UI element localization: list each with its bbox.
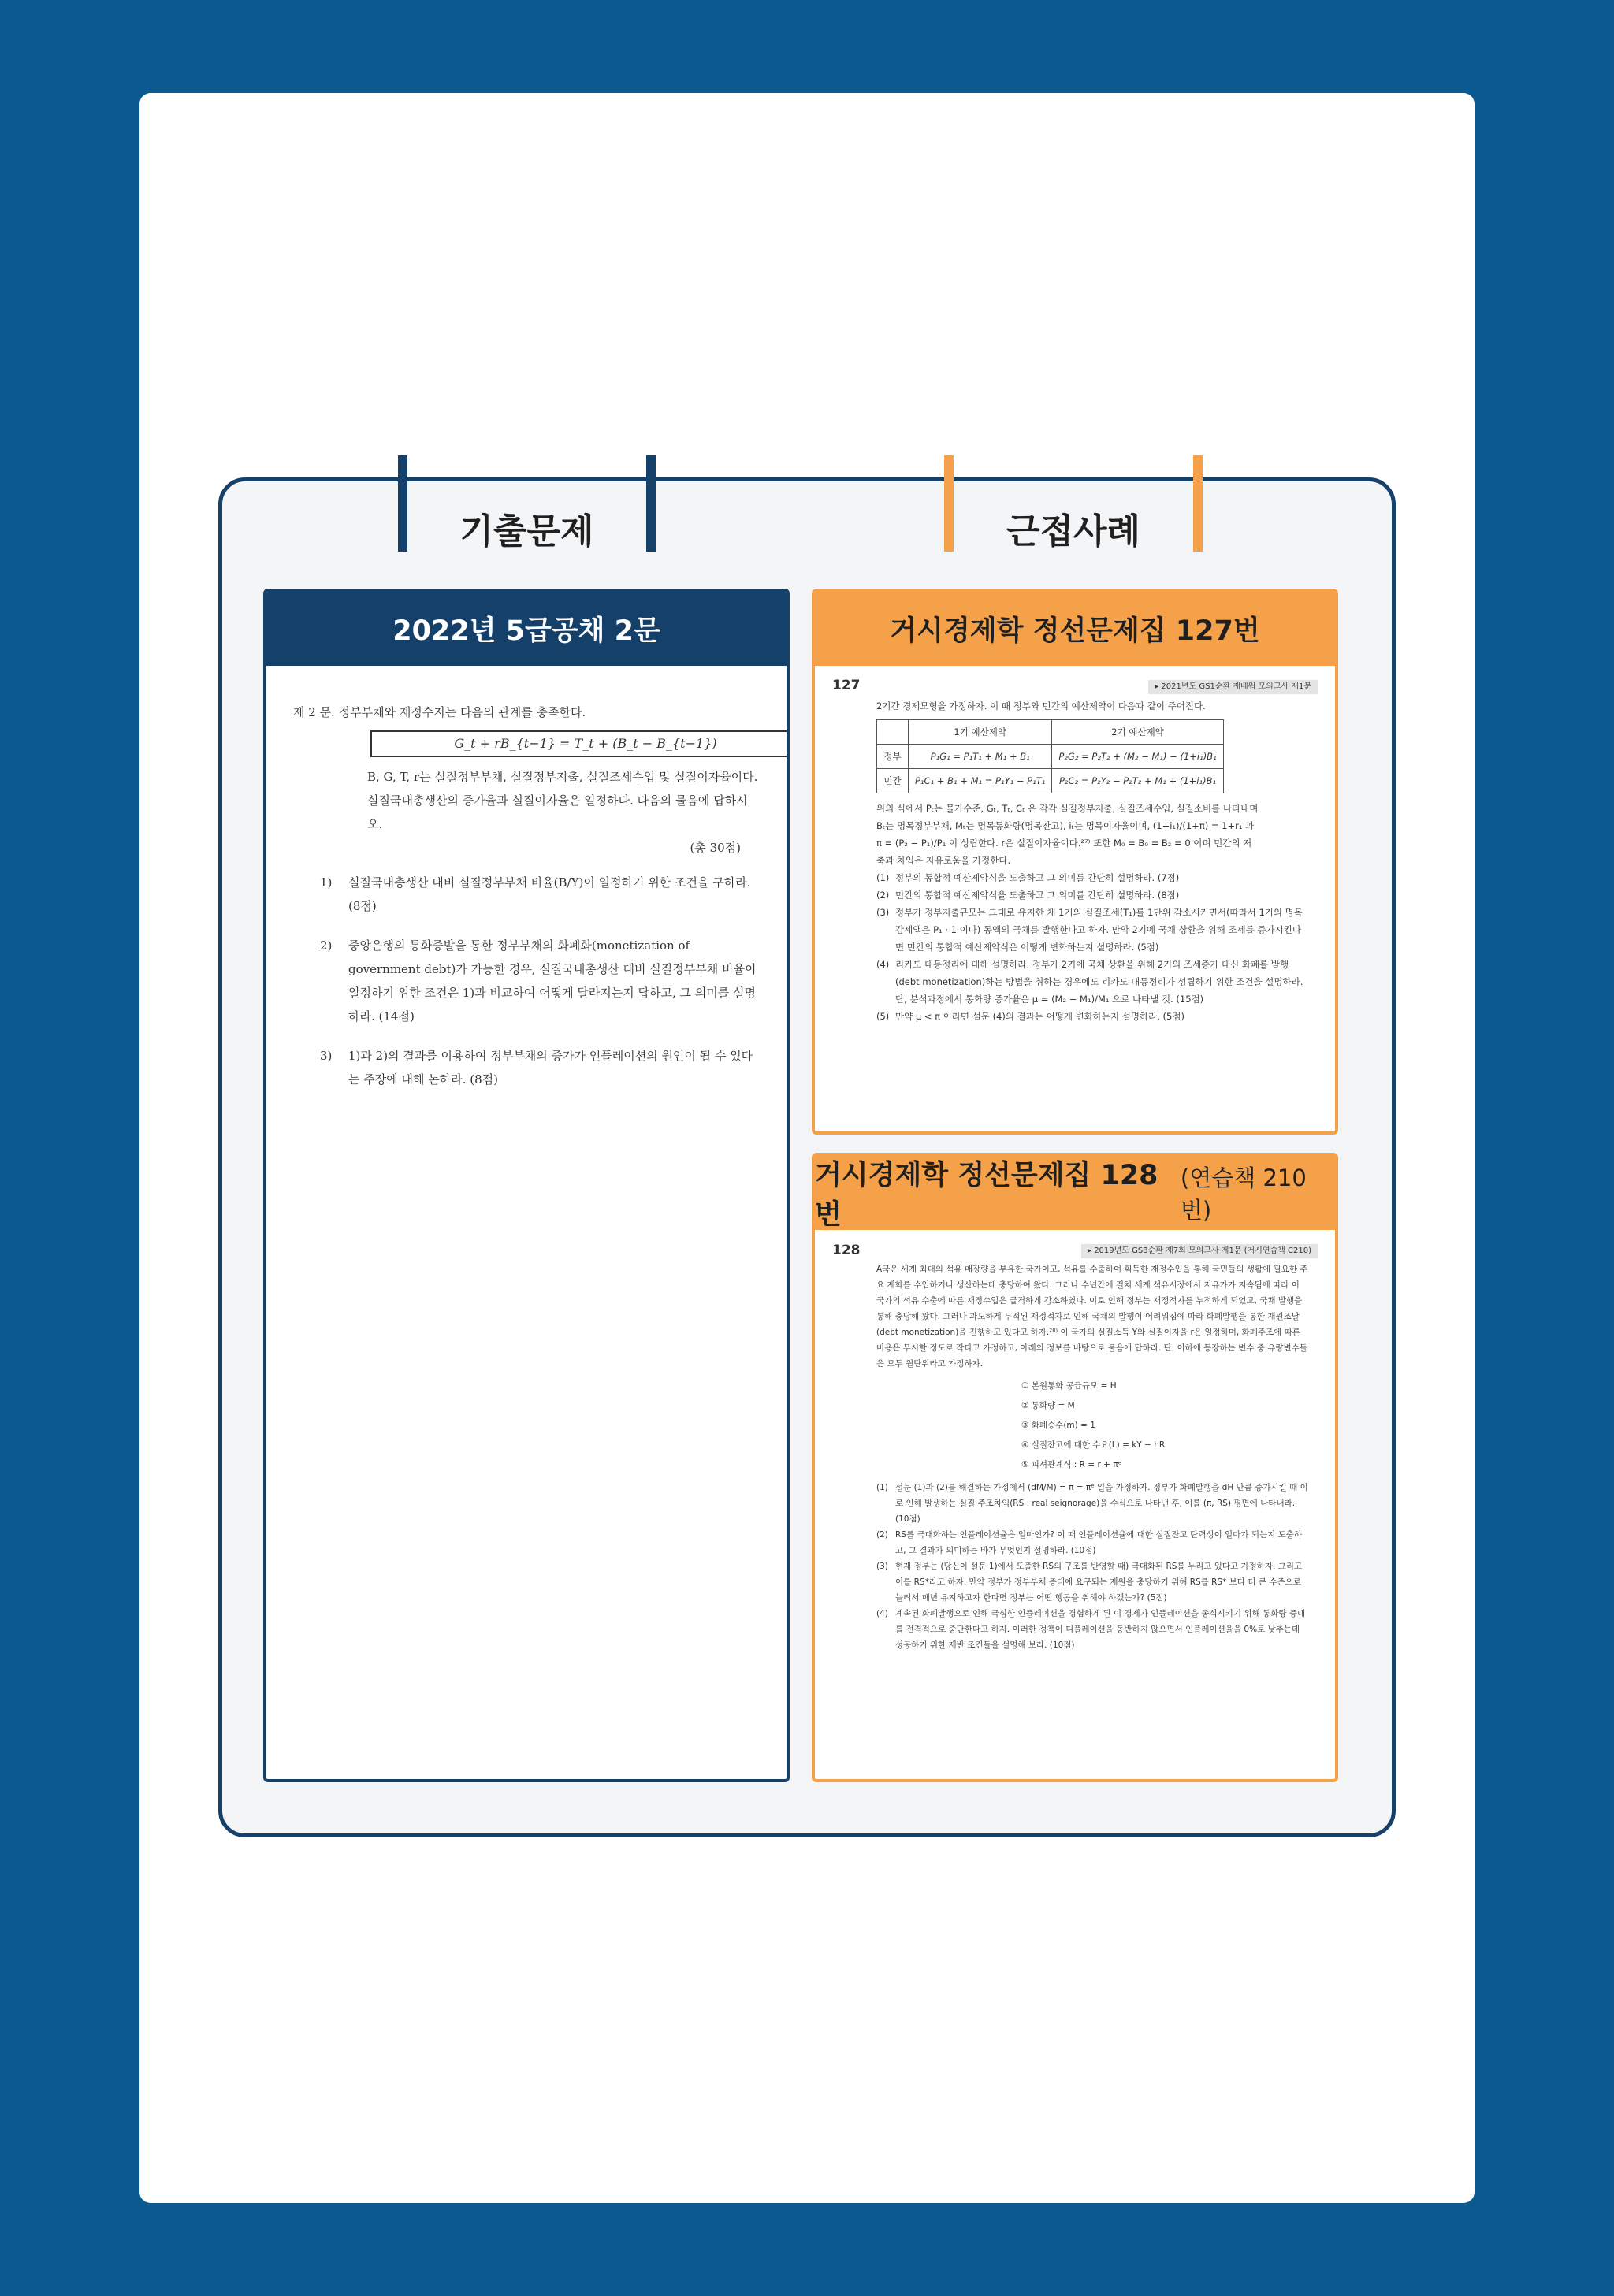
tab-title-past: 기출문제	[459, 511, 594, 552]
table-header: 1기 예산제약	[909, 720, 1052, 745]
sub-question-text: 실질국내총생산 대비 실질정부부채 비율(B/Y)이 일정하기 위한 조건을 구하라. (8점)	[348, 875, 751, 913]
table-row: 민간 P₁C₁ + B₁ + M₁ = P₁Y₁ − P₁T₁ P₂C₂ = P₂Y₂ − P₂T₂ + M₁ + (1+i₁)B₁	[877, 769, 1224, 793]
past-exam-panel	[263, 589, 790, 1782]
question-header: 제 2 문. 정부부채와 재정수지는 다음의 관계를 충족한다.	[293, 705, 586, 719]
problem-number: 128	[832, 1243, 861, 1258]
sub-question-number: 1)	[320, 875, 333, 890]
tab-marker-left-2	[646, 455, 656, 552]
sub-question-2	[320, 934, 760, 1028]
table-header	[877, 720, 909, 745]
budget-constraint-table	[876, 719, 1224, 793]
sub-question-number: 3)	[320, 1049, 333, 1063]
sub-question-1	[320, 871, 760, 918]
problem-source: ▸ 2021년도 GS1순환 재배워 모의고사 제1문	[1148, 680, 1318, 694]
tab-marker-left-1	[398, 455, 407, 552]
assumption-text: 실질국내총생산의 증가율과 실질이자율은 일정하다. 다음의 물음에 답하시오.	[367, 793, 748, 831]
question-list	[832, 1480, 1318, 1653]
list-item: ② 통화량 = M	[1021, 1401, 1075, 1410]
question-list	[832, 869, 1318, 1025]
problem-paragraph: 위의 식에서 Pₜ는 물가수준, Gₜ, Tₜ, Cₜ 은 각각 실질정부지출, 실질조세수입, 실질소비를 나타내며	[876, 803, 1259, 814]
case-128-title-main: 거시경제학 정선문제집 128번	[815, 1160, 1158, 1231]
list-item: (5) 만약 μ < π 이라면 설문 (4)의 결과는 어떻게 변화하는지 설명하라. (5점)	[876, 1011, 1184, 1022]
problem-number: 127	[832, 678, 861, 693]
variable-description: B, G, T, r는 실질정부부채, 실질정부지출, 실질조세수입 및 실질이자율이다.	[367, 770, 758, 784]
list-item: (4) 리카도 대등정리에 대해 설명하라. 정부가 2기에 국채 상환을 위해 2기의 조세증가 대신 화폐를 발행(debt monetization)하는 방법을 취하는 경우에도 리카도 대등정리가 성립하기 위한 조건을 설명하라. 단, 분석과정에서 통화량 증가율은 μ = (M₂ − M₁)/M₁ 으로 나타낼 것. (15점)	[876, 959, 1303, 1005]
budget-equation: G_t + rB_{t−1} = T_t + (B_t − B_{t−1})	[370, 730, 790, 757]
list-item: (4) 계속된 화폐발행으로 인해 극심한 인플레이션을 경험하게 된 이 경제가 인플레이션을 종식시키기 위해 통화량 증대를 전격적으로 중단한다고 하자. 이러한 정책이 디플레이션을 동반하지 않으면서 인플레이션율을 0%로 낮추는데 성공하기 위한 제반 조건들을 설명해 보라. (10점)	[876, 1609, 1306, 1650]
sub-question-3	[320, 1044, 760, 1091]
case-128-title-sub: (연습책 210번)	[1180, 1165, 1307, 1224]
tab-title-case: 근접사례	[1006, 511, 1140, 552]
sub-question-text: 1)과 2)의 결과를 이용하여 정부부채의 증가가 인플레이션의 원인이 될 수 있다는 주장에 대해 논하라. (8점)	[348, 1049, 753, 1087]
list-item: ③ 화폐승수(m) = 1	[1021, 1421, 1095, 1430]
past-exam-title: 2022년 5급공채 2문	[266, 592, 787, 666]
problem-intro: 2기간 경제모형을 가정하자. 이 때 정부와 민간의 예산제약이 다음과 같이 주어진다.	[876, 700, 1206, 711]
list-item: (2) 민간의 통합적 예산제약식을 도출하고 그 의미를 간단히 설명하라. (8점)	[876, 890, 1180, 901]
sub-question-text: 중앙은행의 통화증발을 통한 정부부채의 화폐화(monetization of government debt)가 가능한 경우, 실질국내총생산 대비 실질정부부채 비율이 일정하기 위한 조건은 1)과 비교하여 어떻게 달라지는지 답하고, 그 의미를 설명하라. (14점)	[348, 938, 757, 1024]
problem-paragraph: 축과 차입은 자유로움을 가정한다.	[876, 855, 1011, 866]
tab-marker-right-2	[1193, 455, 1203, 552]
tab-marker-right-1	[944, 455, 954, 552]
list-item: (3) 정부가 정부지출규모는 그대로 유지한 채 1기의 실질조세(T₁)를 1단위 감소시키면서(따라서 1기의 명목 감세액은 P₁ · 1 이다) 동액의 국채를 발행한다고 하자. 만약 2기에 국채 상환을 위해 조세를 증가시킨다면 민간의 통합적 예산제약식은 어떻게 변화하는지 설명하라. (5점)	[876, 907, 1303, 953]
sub-question-number: 2)	[320, 938, 333, 953]
case-127-panel	[812, 589, 1338, 1135]
table-row: 정부 P₁G₁ = P₁T₁ + M₁ + B₁ P₂G₂ = P₂T₂ + (M₂ − M₁) − (1+i₁)B₁	[877, 745, 1224, 769]
list-item: (3) 현재 정부는 (당신이 설문 1)에서 도출한 RS의 구조를 반영할 때) 극대화된 RS를 누리고 있다고 가정하자. 그리고 이를 RS*라고 하자. 만약 정부가 정부부채 증대에 요구되는 재원을 충당하기 위해 RS를 RS* 보다 더 큰 수준으로 늘려서 매년 유지하고자 한다면 정부는 어떤 행동을 취해야 하겠는가? (5점)	[876, 1562, 1303, 1603]
list-item: ① 본원통화 공급규모 = H	[1021, 1381, 1117, 1391]
past-exam-document	[266, 700, 787, 1091]
case-128-panel	[812, 1153, 1338, 1782]
assumption-list	[832, 1376, 1318, 1475]
case-128-document	[815, 1243, 1335, 1653]
total-points: (총 30점)	[690, 841, 741, 855]
list-item: ⑤ 피셔관계식 : R = r + πᵉ	[1021, 1460, 1121, 1469]
problem-paragraph: π = (P₂ − P₁)/P₁ 이 성립한다. r은 실질이자율이다.²⁷⁾ 또한 M₀ = B₀ = B₂ = 0 이며 민간의 저	[876, 838, 1252, 849]
case-127-document	[815, 677, 1335, 1025]
list-item: (2) RS를 극대화하는 인플레이션율은 얼마인가? 이 때 인플레이션율에 대한 실질잔고 탄력성이 얼마가 되는지 도출하고, 그 결과가 의미하는 바가 무엇인지 설명하라. (10점)	[876, 1530, 1303, 1555]
list-item: (1) 정부의 통합적 예산제약식을 도출하고 그 의미를 간단히 설명하라. (7점)	[876, 872, 1180, 883]
list-item: (1) 설문 (1)과 (2)를 해결하는 가정에서 (dM/M) = π = πᵉ 일을 가정하자. 정부가 화폐발행을 dH 만큼 증가시킬 때 이로 인해 발생하는 실질 주조차익(RS : real seignorage)을 수식으로 나타낸 후, 이를 (π, RS) 평면에 나타내라. (10점)	[876, 1483, 1308, 1524]
list-item: ④ 실질잔고에 대한 수요(L) = kY − hR	[1021, 1440, 1166, 1450]
problem-intro: A국은 세계 최대의 석유 매장량을 부유한 국가이고, 석유를 수출하여 획득한 재정수입을 통해 국민들의 생활에 필요한 주요 재화를 수입하거나 생산하는데 충당하여 왔다. 그러나 수년간에 걸쳐 세계 석유시장에서 지유가가 지속됨에 따라 이 국가의 석유 수출에 따른 재정수입은 급격하게 감소하였다. 이로 인해 정부는 재정적자를 누적하게 되었고, 국채 발행을 통해 충당해 왔다. 그러나 과도하게 누적된 재정적자로 인해 국채의 발행이 어려워짐에 따라 화폐발행을 통한 재원조달(debt monetization)을 진행하고 있다고 하자.²⁸⁾ 이 국가의 실질소득 Y와 실질이자율 r은 일정하며, 화폐주조에 따른 비용은 무시할 정도로 작다고 가정하고, 아래의 정보를 바탕으로 물음에 답하라. 단, 이하에 등장하는 변수 중 유량변수들은 모두 월단위라고 가정하자.	[876, 1265, 1308, 1369]
table-header: 2기 예산제약	[1052, 720, 1223, 745]
case-127-title: 거시경제학 정선문제집 127번	[815, 592, 1335, 666]
problem-source: ▸ 2019년도 GS3순환 제7회 모의고사 제1문 (거시연습책 C210)	[1081, 1244, 1318, 1258]
case-128-title	[815, 1156, 1335, 1230]
problem-paragraph: Bₜ는 명목정부부채, Mₜ는 명목통화량(명목잔고), iₜ는 명목이자율이며, (1+i₁)/(1+π) = 1+r₁ 과	[876, 820, 1255, 831]
